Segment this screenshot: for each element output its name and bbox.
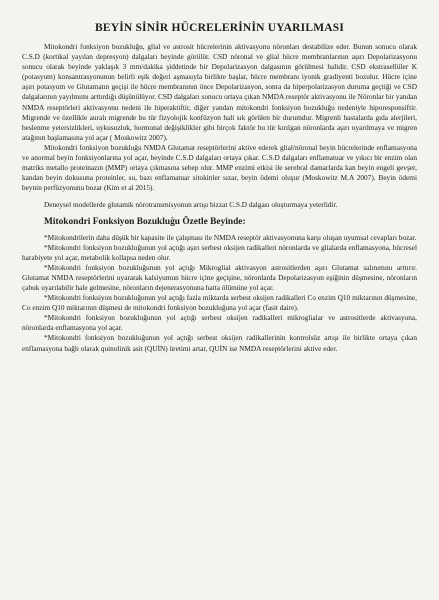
section-heading: Mitokondri Fonksiyon Bozukluğu Özetle Beyinde: bbox=[44, 216, 246, 227]
summary-item-6: *Mitokondri fonksiyon bozukluğunun yol açtığı serbest oksijen radikallerinin kontrolsüz artışı ile birlikte ortaya çıkan enflamasyona bağlı olarak quinolinik asit (QUİN) üretimi artar, QUİN ise NMDA reseptörlerini aktive eder. bbox=[22, 333, 417, 353]
paragraph-gap bbox=[22, 193, 417, 200]
summary-item-2: *Mitokondri fonksiyon bozukluğunun yol açtığı aşırı serbest oksijen radikalleri nöronlarda ve glialarda enflamasyona, hücresel harabiyete yol açar, metabolik kollapsa neden olur. bbox=[22, 242, 417, 262]
paragraph-2: Mitokondri fonksiyon bozukluğu NMDA Glutamat reseptörlerini aktive ederek glial/nöronal beyin hücrelerinde enflamasyona ve anormal beyin fonksiyonlarına yol açar, beyinde C.S.D dalgaları ortaya çıkar. C.S.D dalgaları enflamatuar ve yıkıcı bir enzim olan matriks metallo proteinazın (MMP) ortaya çıkmasına sebep olur. MMP enzimi etkisi ile serebral damarlarda kan beyin engeli gevşer, kandan beyin dokusuna proteinler, su, bazı enflamatuar sitokinler sızar, beyin ödemi oluşur (Moskowitz M.A 2007). Beyin ödemi beynin perfüzyonunu bozar (Kim et al 2015). bbox=[22, 142, 417, 193]
summary-item-5: *Mitokondri fonksiyon bozukluğunun yol açtığı serbest oksijen radikalleri mikroglialar ve astrositlerde aktivasyona, nöronlarda enflamasyona yol açar. bbox=[22, 313, 417, 333]
summary-item-1: *Mitokondrilerin daha düşük bir kapasite ile çalışması ile NMDA reseptör aktivasyonuna karşı oluşan uyumsal cevapları bozar. bbox=[44, 232, 417, 242]
paragraph-3: Deneysel modellerde glutamik nörotransmisyonun artışı bizzat C.S.D dalgası oluşturmaya yeterlidir. bbox=[44, 200, 338, 210]
page-title: BEYİN SİNİR HÜCRELERİNİN UYARILMASI bbox=[94, 22, 345, 34]
summary-item-3: *Mitokondri fonksiyon bozukluğunun yol açtığı Mikroglial aktivasyon astrositlerden aşırı Glutamat salınımını arttırır. Glutamat NMDA reseptörlerini uyararak kalsiyumun hücre içine geçişine, nöronlarda Depolarizasyon eşiğinin düşmesine, nöronların çabuk uyarılabilir hale gelmesine, nöronların dejenerasyonuna hatta ölümüne yol açar. bbox=[22, 262, 417, 292]
paragraph-1: Mitokondri fonksiyon bozukluğu, glial ve astrosit hücrelerinin aktivasyonu nöronları destabilize eder. Bunun sonucu olarak C.S.D (kortikal yayılan depresyon) dalgaları beyinde görülür. CSD nöronal ve glial hücre membranlarının aşırı Depolarizasyonu sonucu olarak beyinde yaklaşık 3 mm/dakika şiddetinde bir Depolarizasyon dalgasının görülmesi halidir. CSD ekstrasellüler K (potasyum) konsantrasyonunun belirli eşik değeri aşmasıyla birlikte başlar, hücre membranı iyonik gradiyenti bozulur. Hücre içine aşırı potasyum ve Glutamatın geçişi ile hücre membranının önce Depolarizasyon, sonra da hiperpolarizasyon duruma geçtiği ve CSD dalgalarının yayılmımı arttırdığı düşünülüyor. CSD dalgaları sonucu ortaya çıkan NMDA reseptör aktivasyonu ile Nöronlar bir yandan NMDA reseptörleri aktivasyonu nedeni ile hiperaktiftir, diğer yandan mitokondri fonksiyon bozukluğu nedeniyle hiporesponsiftir. Migrende ve özellikle auralı migrende bu tür fizyolojik konfüzyon hali sık görülen bir durumdur. Migrenli hastalarda gıda alerjileri, beslenme yetersizlikleri, uykusuzluk, hormonal değişiklikler gibi birçok faktör bu tür kırılgan nöronlarda aşırı uyarılmaya ve migren atağının başlamasına yol açar ( Moskowitz 2007). bbox=[22, 42, 417, 142]
summary-item-4: *Mitokondri fonksiyon bozukluğunun yol açtığı fazla miktarda serbest oksijen radikalleri Co enzim Q10 miktarının düşmesine, Co enzim Q10 miktarının düşmesi de mitokondri fonksiyon bozukluğuna yol açar (fasit daire). bbox=[22, 293, 417, 313]
